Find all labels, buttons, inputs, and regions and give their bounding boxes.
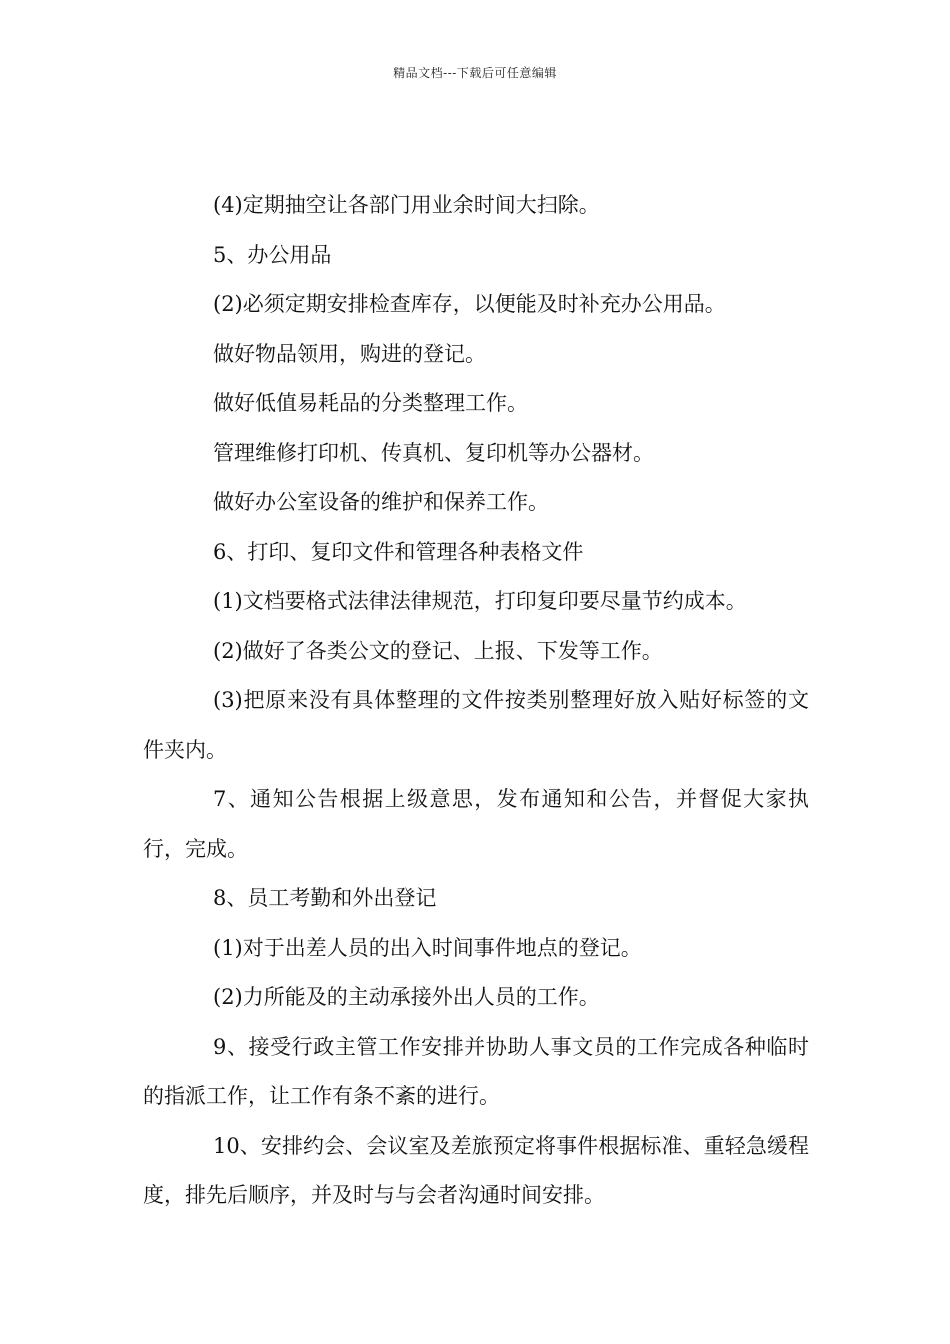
paragraph-equipment-maintenance: 做好办公室设备的维护和保养工作。	[213, 490, 549, 514]
paragraph-item-registration: 做好物品领用，购进的登记。	[213, 341, 486, 366]
page-header: 精品文档---下载后可任意编辑	[393, 66, 557, 80]
paragraph-consumables: 做好低值易耗品的分类整理工作。	[213, 391, 528, 415]
document-body	[143, 181, 809, 1221]
paragraph-appointments: 10、安排约会、会议室及差旅预定将事件根据标准、重轻急缓程度，排先后顺序，并及时与与会者沟通时间安排。	[143, 1133, 809, 1207]
heading-printing: 6、打印、复印文件和管理各种表格文件	[213, 539, 584, 564]
paragraph-document-format: (1)文档要格式法律法律规范，打印复印要尽量节约成本。	[213, 589, 747, 613]
paragraph-equipment-repair: 管理维修打印机、传真机、复印机等办公器材。	[213, 440, 654, 465]
paragraph-filing: (3)把原来没有具体整理的文件按类别整理好放入贴好标签的文件夹内。	[143, 688, 809, 762]
paragraph-outside-staff: (2)力所能及的主动承接外出人员的工作。	[213, 985, 600, 1009]
paragraph-assist-admin: 9、接受行政主管工作安排并协助人事文员的工作完成各种临时的指派工作，让工作有条不紊的进行。	[143, 1034, 809, 1108]
paragraph-notices: 7、通知公告根据上级意思，发布通知和公告，并督促大家执行，完成。	[143, 787, 809, 861]
paragraph-business-travel: (1)对于出差人员的出入时间事件地点的登记。	[213, 935, 642, 960]
heading-office-supplies: 5、办公用品	[213, 242, 332, 267]
paragraph-official-documents: (2)做好了各类公文的登记、上报、下发等工作。	[213, 638, 663, 663]
paragraph-inventory: (2)必须定期安排检查库存，以便能及时补充办公用品。	[213, 292, 726, 316]
heading-attendance: 8、员工考勤和外出登记	[213, 886, 437, 910]
paragraph-cleaning: (4)定期抽空让各部门用业余时间大扫除。	[213, 193, 600, 217]
